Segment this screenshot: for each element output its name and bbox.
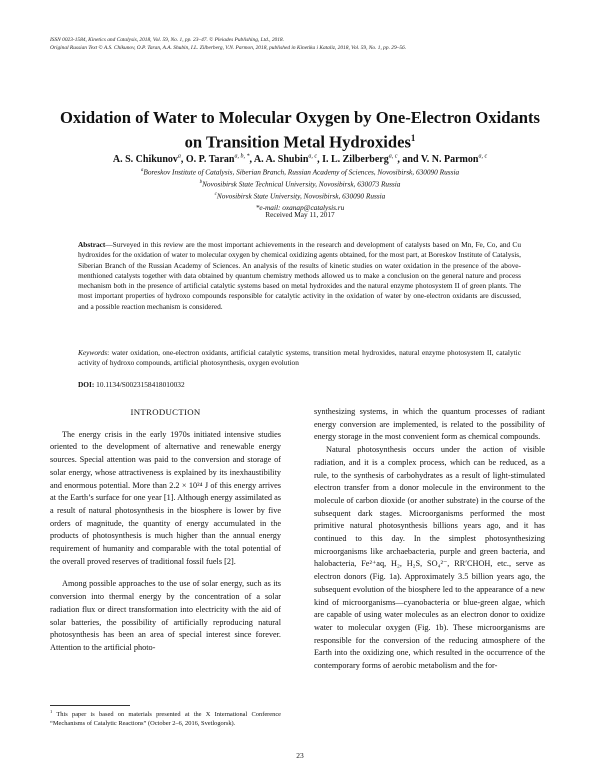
doi-label: DOI: [78,380,95,389]
doi-link[interactable]: 10.1134/S0023158418010032 [94,380,185,389]
left-column [50,406,281,655]
author: O. P. Taran$^{a, b, *}$, [185,154,254,166]
footnote-mark: 1 [50,709,53,714]
article-title [40,107,560,153]
keywords-text: : water oxidation, one-electron oxidants, artificial catalytic systems, transition metal hydroxides, natural enzyme photosystem II, catalytic activity of hydroxo compounds, artificial photosynthesis, oxygen evolution [78,348,521,368]
author: V. N. Parmon$^{a, c}$ [420,154,488,166]
body-paragraph: Natural photosynthesis occurs under the action of visible radiation, and it is a complex process, which can be reduced, as a rule, to the synthesis of carbohydrates as a result of light-stimulated electron transfer from a donor molecule in the environment to the molecule of carbon dioxide (or another substrate) in the course of the subsequent dark stages. Microorganisms performed the most primitive natural photosynthesis billions years ago, and it has continued to this day. In the simplest photosynthesizing microorganisms like archaebacteria, purple and green bacteria, and halobacteria, Fe²⁺aq, H₂, H₂S, SO₄²⁻, RR′CHOH, etc., serve as electron donors (Fig. 1a). Approximately 3.5 billion years ago, the subsequent evolution of the biosphere led to the appearance of a new kind of microorganisms—cyanobacteria or blue-green algae, which are capable of using water molecules as an electron donor to oxidize water to molecular oxygen (Fig. 1b). These microorganisms are responsible for the conversion of the reducing atmosphere of the Earth into the oxidizing one, which resulted in the occurrence of the contemporary forms of aerobic metabolism and the for- [314,445,545,671]
header-original-text-line: Original Russian Text © A.S. Chikunov, O.P. Taran, A.A. Shubin, I.L. Zilberberg, V.N. Parmon, 2018, published in Kinetika i Kataliz, 2018, Vol. 59, No. 1, pp. 29–56. [50,44,407,51]
intro-paragraph: The energy crisis in the early 1970s initiated intensive studies oriented to the development of alternative and renewable energy sources. Special attention was paid to the conversion and storage of solar energy, whose attractiveness is explained by its inexhaustibility and enormous potential. More than 2.2 × 10²⁴ J of this energy arrives at the Earth’s surface for one year [1]. Although energy assimilated as a result of natural photosynthesis in the biosphere is lower by five orders of magnitude, the quantity of energy accumulated in the products of photosynthesis is much higher than the annual energy requirement of humanity and comparable with the total potential of the overall proved reserves of traditional fossil fuels [2]. [50,429,281,566]
journal-header [50,37,550,52]
title-footnote-mark: 1 [410,133,416,143]
header-issn-line: ISSN 0023-1584, Kinetics and Catalysis, 2018, Vol. 59, No. 1, pp. 23–47. © Pleiades Publishing, Ltd., 2018. [50,37,284,43]
abstract [78,240,521,312]
author: A. S. Chikunov$^a$, [112,154,186,166]
received-date: Received May 11, 2017 [265,210,335,219]
right-column [314,406,545,673]
footnote-rule [50,705,130,706]
section-title-introduction: INTRODUCTION [130,407,201,417]
author-list [40,151,560,166]
affiliations [40,166,560,213]
corresponding-email[interactable]: *e-mail: oxanap@catalysis.ru [255,202,345,212]
author: I. L. Zilberberg$^{a, c}$, and [322,154,421,166]
footnote-text: This paper is based on materials presented at the X International Conference “Mechanisms of Catalytic Reactions” (October 2–6, 2016, Svetlogorsk). [50,711,281,727]
abstract-text: —Surveyed in this review are the most important achievements in the research and development of catalysts based on Mn, Fe, Co, and Cu hydroxides for the oxidation of water to molecular oxygen by chemical oxidizing agents obtained, for the most part, at Boreskov Institute of Catalysis, Siberian Branch of the Russian Academy of Sciences. An analysis of the results of kinetic studies on water oxidation in the presence of the above-menthioned catalysts together with data obtained by quantum chemistry methods allowed us to make a conclusion on the general nature and process mechanism both in the presence of artificial catalytic systems based on metal hydroxides and the natural enzyme photosystem II of green plants. The most important properties of hydroxo compounds responsible for catalytic activity in the oxidation of water by one-electron oxidants are discussed, and a possible reaction mechanism is considered. [78,240,521,311]
affiliation: $^c$Novosibirsk State University, Novosibirsk, 630090 Russia [214,191,386,201]
electron-donor-formulas: Fe²⁺aq, H₂, H₂S, SO₄²⁻, RR′CHOH [361,559,491,569]
doi [78,380,521,390]
footnote [50,708,281,729]
author: A. A. Shubin$^{a, c}$, [253,154,323,166]
affiliation: $^b$Novosibirsk State Technical University, Novosibirsk, 630073 Russia [199,179,401,189]
intro-paragraph: Among possible approaches to the use of solar energy, such as its conversion into thermal energy by the concentration of a solar radiation flux or direct transformation into electricity with the aid of solar batteries, the possibility of artificially reproducing natural photosynthesis has been an area of special interest since forever. Attention to the artificial photo- [50,579,281,652]
keywords-label: Keywords [78,348,108,357]
abstract-label: Abstract [78,240,106,249]
title-line-1: Oxidation of Water to Molecular Oxygen by One-Electron Oxidants [60,108,540,127]
body-paragraph: synthesizing systems, in which the quantum processes of radiant energy conversion are implemented, is related to the possibility of energy storage in the most convenient form as chemical compounds. [314,407,545,442]
page-number: 23 [296,751,304,760]
title-line-2: on Transition Metal Hydroxides [184,132,411,152]
keywords [78,348,521,369]
affiliation: $^a$Boreskov Institute of Catalysis, Siberian Branch, Russian Academy of Sciences, Novosibirsk, 630090 Russia [140,167,460,177]
